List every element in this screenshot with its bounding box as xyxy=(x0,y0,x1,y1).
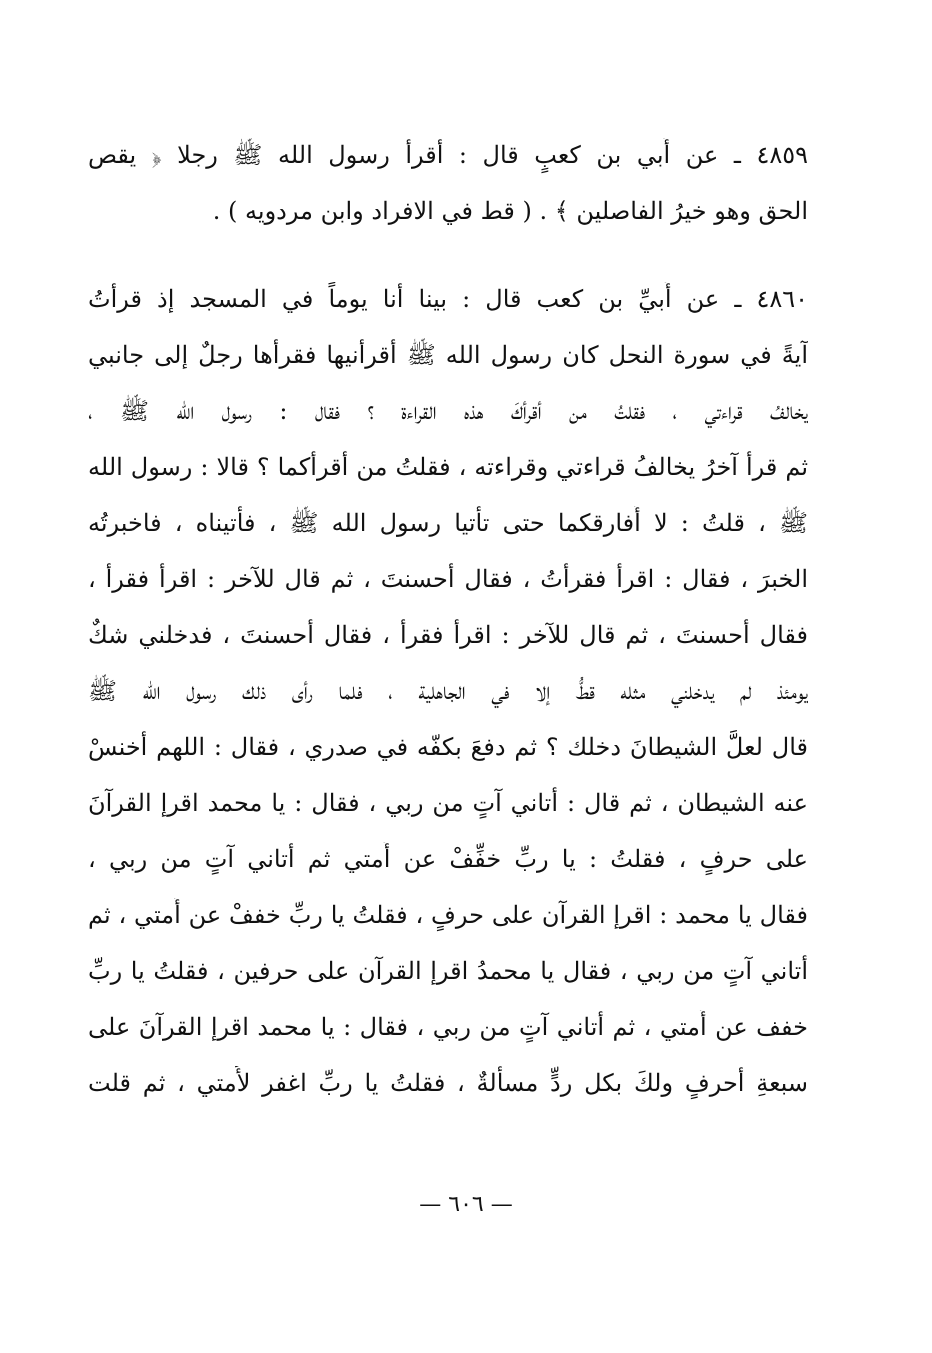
text-line: ٤٨٥٩ ـ عن أُبي بن كعبٍ قال : أقرأ رسول الله ﷺ رجلا ﴿ يقص xyxy=(88,141,808,169)
text-line: سبعةِ أحرفٍ ولكَ بكل ردٍّ مسألةٌ ، فقلتُ يا ربِّ اغفر لأُمتي ، ثم قلت xyxy=(88,1069,808,1097)
text-line: ٤٨٦٠ ـ عن أُبيِّ بن كعب قال : بينا أنا يوماً في المسجد إذ قرأتُ xyxy=(88,285,808,313)
text-line: الخبرَ ، فقال : اقرأ فقرأتُ ، فقال أحسنتَ ، ثم قال للآخر : اقرأ فقرأ ، xyxy=(88,565,808,593)
text-line: آيةً في سورة النحل كان رسول الله ﷺ أقرأنيها فقرأها رجلٌ إلى جانبي xyxy=(88,341,808,369)
text-line: الحق وهو خيرُ الفاصلين ﴾ . ( قط في الافراد وابن مردويه ) . xyxy=(212,197,808,225)
page-number: — ٦٠٦ — xyxy=(419,1192,513,1217)
text-line: على حرفٍ ، فقلتُ : يا ربِّ خفِّفْ عن أُمتي ثم أتاني آتٍ من ربي ، xyxy=(88,845,808,873)
text-line: يخالفُ قراءتي ، فقلتُ من أقرأكَ هذه القراءة ؟ فقال : رسول الله ﷺ ، xyxy=(88,397,808,425)
text-line: ثم قرأ آخرُ يخالفُ قراءتي وقراءته ، فقلتُ من أقرأكما ؟ قالا : رسول الله xyxy=(88,453,808,481)
hadith-4859 xyxy=(88,138,808,250)
text-line: فقال أحسنتَ ، ثم قال للآخر : اقرأ فقرأ ، فقال أحسنتَ ، فدخلني شكٌ xyxy=(88,621,808,649)
text-line: أتاني آتٍ من ربي ، فقال يا محمدُ اقرإ القرآن على حرفين ، فقلتُ يا ربِّ xyxy=(88,957,808,985)
text-line: فقال يا محمد : اقرإ القرآن على حرفٍ ، فقلتُ يا ربِّ خففْ عن أُمتي ، ثم xyxy=(88,901,808,929)
hadith-4860 xyxy=(88,282,808,1122)
text-line: خفف عن أُمتي ، ثم أتاني آتٍ من ربي ، فقال : يا محمد اقرإ القرآنَ على xyxy=(88,1013,808,1041)
text-line: عنه الشيطان ، ثم قال : أتاني آتٍ من ربي ، فقال : يا محمد اقرإ القرآنَ xyxy=(88,789,808,817)
text-line: يومئذ لم يدخلني مثله قطُّ إلا في الجاهلية ، فلما رأى ذلك رسول الله ﷺ xyxy=(88,677,808,705)
text-line: قال لعلَّ الشيطانَ دخلك ؟ ثم دفعَ بكفّه في صدري ، فقال : اللهم أخنسْ xyxy=(88,733,808,761)
text-line: ﷺ ، قلتُ : لا أُفارقكما حتى تأتيا رسول الله ﷺ ، فأتيناه ، فاخبرتُه xyxy=(88,509,808,537)
